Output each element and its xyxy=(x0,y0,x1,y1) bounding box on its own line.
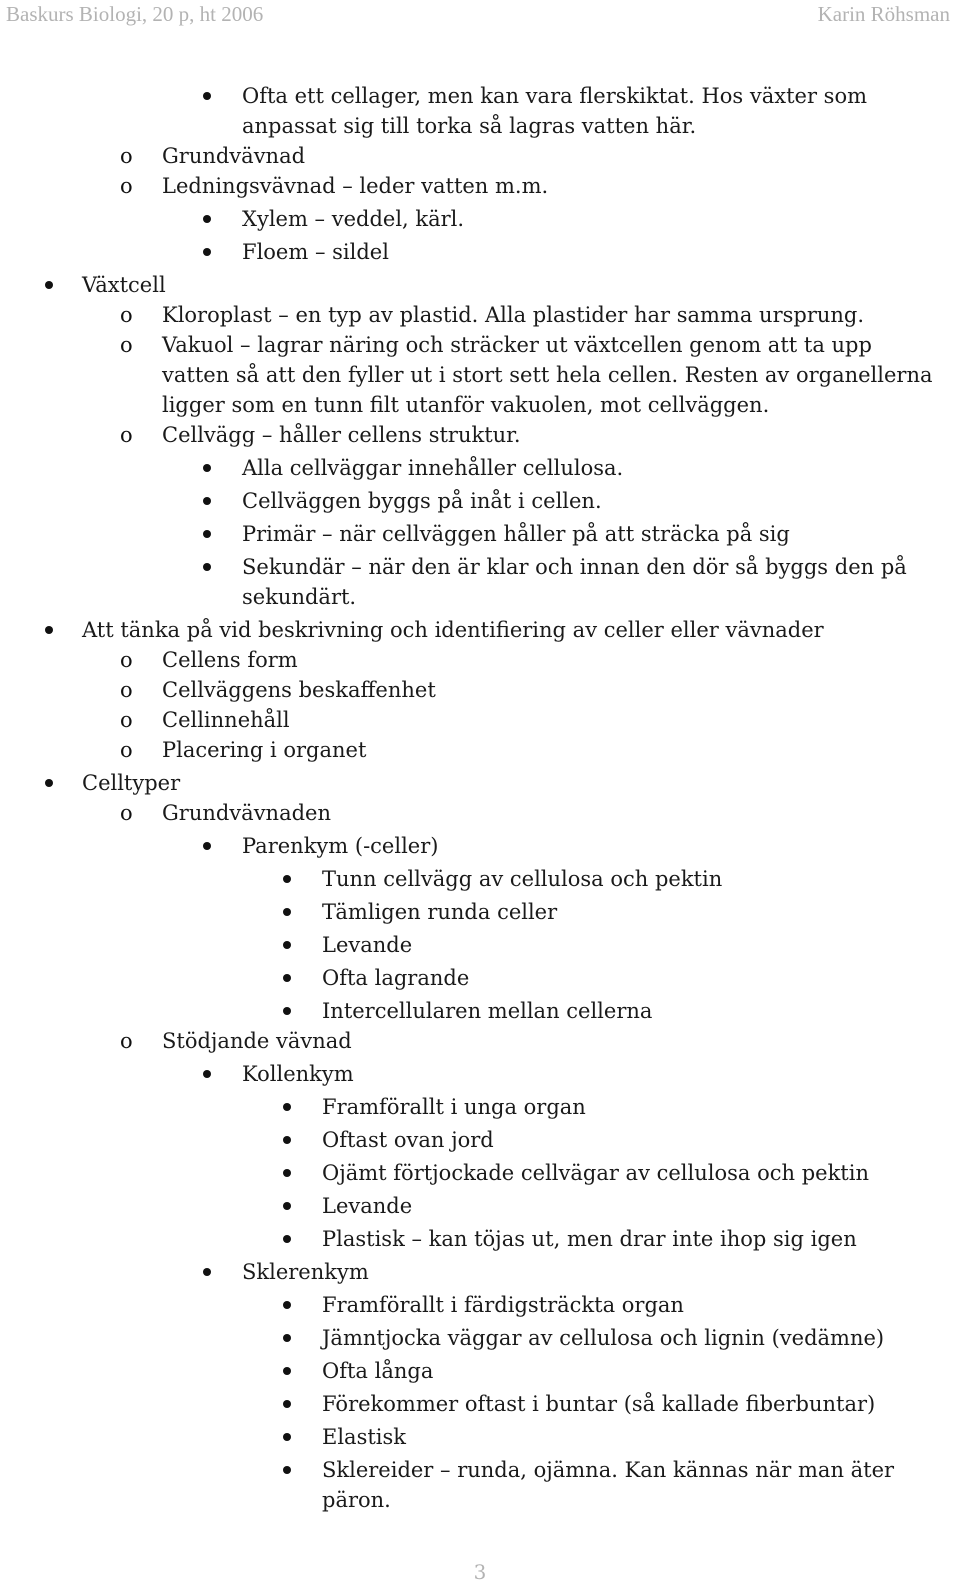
list-item-level-3 xyxy=(0,831,932,861)
filled-bullet-icon xyxy=(203,92,211,100)
list-item-text: Intercellularen mellan cellerna xyxy=(322,999,653,1023)
open-bullet-icon: o xyxy=(120,648,133,672)
list-item-text: Kloroplast – en typ av plastid. Alla plastider har samma ursprung. xyxy=(162,303,865,327)
filled-bullet-icon xyxy=(203,1070,211,1078)
filled-bullet-icon xyxy=(203,842,211,850)
list-item-level-2 xyxy=(0,798,960,828)
filled-bullet-icon xyxy=(283,1202,291,1210)
open-bullet-icon: o xyxy=(120,303,133,327)
list-item-text: Floem – sildel xyxy=(242,240,389,264)
list-item-level-2 xyxy=(0,645,960,675)
filled-bullet-icon xyxy=(45,779,53,787)
list-item-text: Placering i organet xyxy=(162,738,367,762)
filled-bullet-icon xyxy=(203,1268,211,1276)
list-item-level-4 xyxy=(0,897,960,927)
list-item-level-3 xyxy=(0,453,932,483)
list-item-level-3 xyxy=(0,204,932,234)
list-item-text: Ofta lagrande xyxy=(322,966,470,990)
list-item-text: Alla cellväggar innehåller cellulosa. xyxy=(242,456,624,480)
filled-bullet-icon xyxy=(203,563,211,571)
list-item-level-3 xyxy=(0,237,932,267)
filled-bullet-icon xyxy=(203,248,211,256)
open-bullet-icon: o xyxy=(120,144,133,168)
list-item-text: Xylem – veddel, kärl. xyxy=(242,207,465,231)
list-item-text: Sklerenkym xyxy=(242,1260,369,1284)
filled-bullet-icon xyxy=(283,941,291,949)
list-item-text: Grundvävnaden xyxy=(162,801,331,825)
list-item-text: Växtcell xyxy=(82,273,166,297)
filled-bullet-icon xyxy=(283,1103,291,1111)
filled-bullet-icon xyxy=(283,1136,291,1144)
list-item-text: Levande xyxy=(322,1194,413,1218)
list-item-text: Primär – när cellväggen håller på att sträcka på sig xyxy=(242,522,790,546)
list-item-text: Ofta långa xyxy=(322,1359,434,1383)
filled-bullet-icon xyxy=(283,1433,291,1441)
open-bullet-icon: o xyxy=(120,423,133,447)
open-bullet-icon: o xyxy=(120,678,133,702)
list-item-text: Grundvävnad xyxy=(162,144,306,168)
list-item-level-3 xyxy=(0,1257,932,1287)
list-item-text: Cellväggen byggs på inåt i cellen. xyxy=(242,489,602,513)
list-item-level-3 xyxy=(0,81,932,141)
list-item-text: Förekommer oftast i buntar (så kallade fiberbuntar) xyxy=(322,1392,876,1416)
running-header-author: Karin Röhsman xyxy=(817,2,950,26)
open-bullet-icon: o xyxy=(120,1029,133,1053)
filled-bullet-icon xyxy=(283,875,291,883)
filled-bullet-icon xyxy=(283,1301,291,1309)
list-item-level-3 xyxy=(0,519,932,549)
list-item-level-4 xyxy=(0,1389,960,1419)
list-item-level-4 xyxy=(0,1224,960,1254)
list-item-text: Elastisk xyxy=(322,1425,406,1449)
document-body xyxy=(0,81,960,1515)
filled-bullet-icon xyxy=(283,908,291,916)
list-item-level-2 xyxy=(0,330,960,420)
list-item-text: Ledningsvävnad – leder vatten m.m. xyxy=(162,174,549,198)
list-item-text: Framförallt i färdigsträckta organ xyxy=(322,1293,684,1317)
filled-bullet-icon xyxy=(203,497,211,505)
filled-bullet-icon xyxy=(283,1466,291,1474)
list-item-level-4 xyxy=(0,1422,960,1452)
running-header-title: Baskurs Biologi, 20 p, ht 2006 xyxy=(6,2,264,26)
filled-bullet-icon xyxy=(283,1400,291,1408)
filled-bullet-icon xyxy=(203,530,211,538)
list-item-level-2 xyxy=(0,705,960,735)
list-item-level-3 xyxy=(0,1059,932,1089)
list-item-level-4 xyxy=(0,1290,960,1320)
list-item-level-2 xyxy=(0,171,960,201)
filled-bullet-icon xyxy=(283,1367,291,1375)
list-item-text: Ofta ett cellager, men kan vara flerskiktat. Hos växter som anpassat sig till torka så lagras vatten här. xyxy=(242,84,868,138)
list-item-level-4 xyxy=(0,1191,960,1221)
page-number: 3 xyxy=(473,1560,487,1584)
list-item-text: Tunn cellvägg av cellulosa och pektin xyxy=(322,867,723,891)
list-item-text: Plastisk – kan töjas ut, men drar inte ihop sig igen xyxy=(322,1227,857,1251)
list-item-text: Levande xyxy=(322,933,413,957)
open-bullet-icon: o xyxy=(120,801,133,825)
filled-bullet-icon xyxy=(203,215,211,223)
list-item-text: Cellinnehåll xyxy=(162,708,290,732)
open-bullet-icon: o xyxy=(120,333,133,357)
list-item-text: Oftast ovan jord xyxy=(322,1128,494,1152)
filled-bullet-icon xyxy=(45,281,53,289)
list-item-level-4 xyxy=(0,996,960,1026)
list-item-text: Cellväggens beskaffenhet xyxy=(162,678,436,702)
list-item-text: Stödjande vävnad xyxy=(162,1029,352,1053)
list-item-level-4 xyxy=(0,930,960,960)
open-bullet-icon: o xyxy=(120,174,133,198)
list-item-level-4 xyxy=(0,864,960,894)
filled-bullet-icon xyxy=(283,1334,291,1342)
list-item-text: Att tänka på vid beskrivning och identifiering av celler eller vävnader xyxy=(82,618,824,642)
filled-bullet-icon xyxy=(283,1007,291,1015)
list-item-text: Cellens form xyxy=(162,648,298,672)
list-item-level-2 xyxy=(0,300,960,330)
list-item-text: Jämntjocka väggar av cellulosa och lignin (vedämne) xyxy=(322,1326,885,1350)
list-item-level-1 xyxy=(0,768,960,798)
list-item-text: Vakuol – lagrar näring och sträcker ut växtcellen genom att ta upp vatten så att den fyller ut i stort sett hela cellen. Resten av organellerna ligger som en tunn filt utanför vakuolen, mot cellväggen. xyxy=(162,333,933,417)
filled-bullet-icon xyxy=(283,974,291,982)
list-item-level-4 xyxy=(0,1323,960,1353)
list-item-level-4 xyxy=(0,1356,960,1386)
list-item-level-2 xyxy=(0,420,960,450)
filled-bullet-icon xyxy=(45,626,53,634)
filled-bullet-icon xyxy=(203,464,211,472)
list-item-level-3 xyxy=(0,552,932,612)
list-item-level-1 xyxy=(0,270,960,300)
list-item-level-2 xyxy=(0,735,960,765)
list-item-level-4 xyxy=(0,1125,960,1155)
list-item-text: Cellvägg – håller cellens struktur. xyxy=(162,423,521,447)
list-item-text: Parenkym (-celler) xyxy=(242,834,439,858)
list-item-level-4 xyxy=(0,1092,960,1122)
list-item-text: Framförallt i unga organ xyxy=(322,1095,586,1119)
open-bullet-icon: o xyxy=(120,708,133,732)
list-item-level-2 xyxy=(0,141,960,171)
list-item-text: Tämligen runda celler xyxy=(322,900,558,924)
list-item-level-2 xyxy=(0,1026,960,1056)
open-bullet-icon: o xyxy=(120,738,133,762)
list-item-text: Sklereider – runda, ojämna. Kan kännas när man äter päron. xyxy=(322,1458,895,1512)
list-item-level-3 xyxy=(0,486,932,516)
filled-bullet-icon xyxy=(283,1235,291,1243)
list-item-text: Celltyper xyxy=(82,771,181,795)
list-item-level-4 xyxy=(0,1455,960,1515)
list-item-level-4 xyxy=(0,963,960,993)
list-item-level-1 xyxy=(0,615,960,645)
list-item-text: Sekundär – när den är klar och innan den dör så byggs den på sekundärt. xyxy=(242,555,907,609)
filled-bullet-icon xyxy=(283,1169,291,1177)
list-item-text: Ojämt förtjockade cellvägar av cellulosa och pektin xyxy=(322,1161,869,1185)
list-item-text: Kollenkym xyxy=(242,1062,354,1086)
list-item-level-4 xyxy=(0,1158,960,1188)
list-item-level-2 xyxy=(0,675,960,705)
